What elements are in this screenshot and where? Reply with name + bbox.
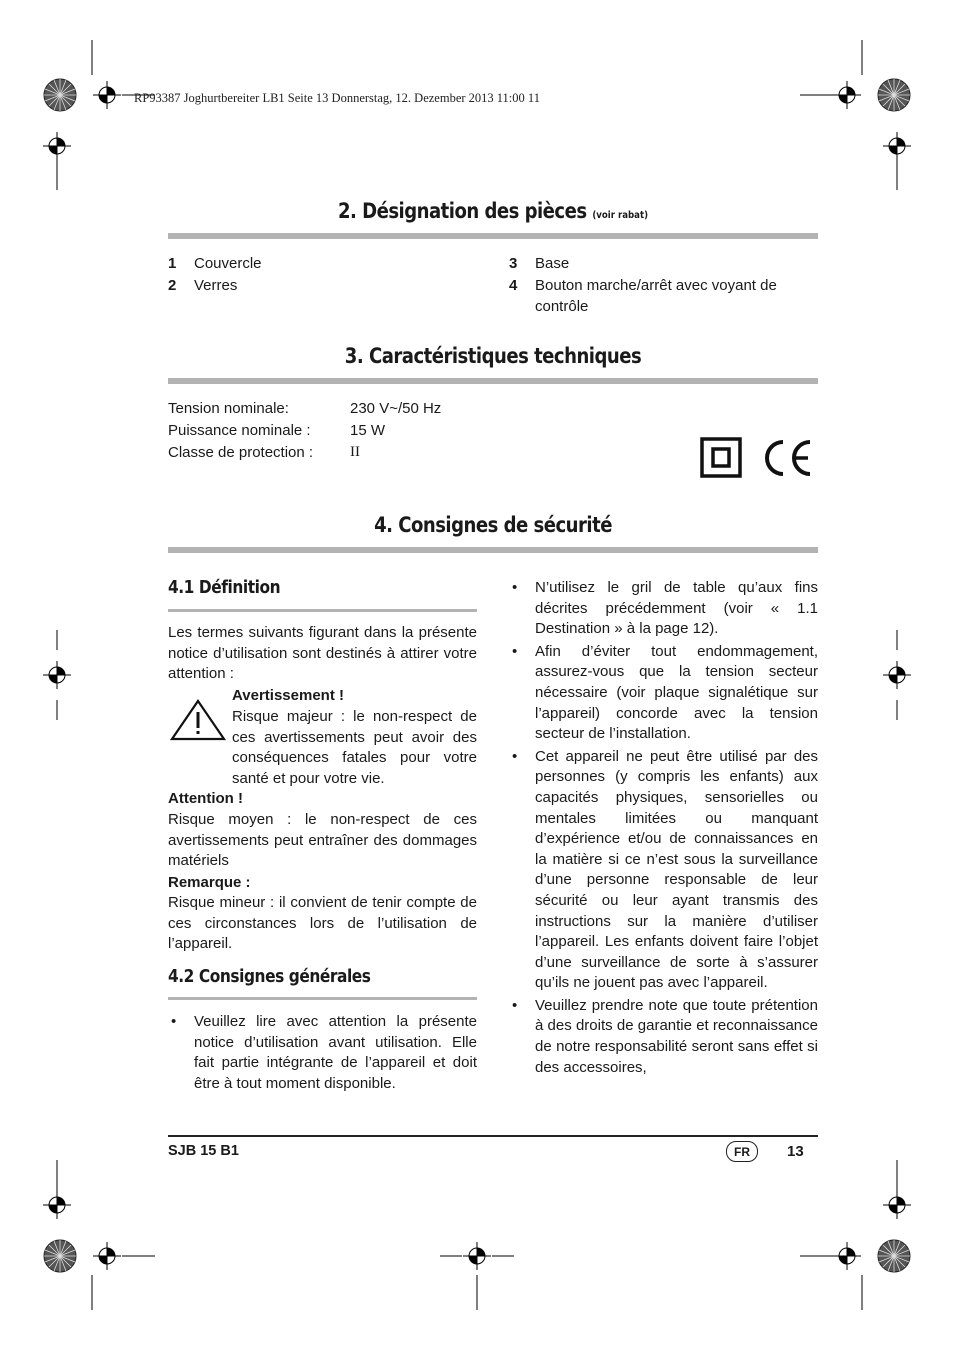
right-bullets [509,578,818,1080]
class-ii-icon [700,437,744,479]
section-2-rule [168,233,818,239]
spec-label-voltage: Tension nominale: [168,400,289,417]
part-2-num: 2 [168,277,177,294]
footer-model: SJB 15 B1 [168,1143,239,1159]
section-4-rule [168,547,818,553]
page-number: 13 [787,1143,804,1160]
section-2-note: (voir rabat) [592,210,649,221]
subsection-4-2-rule [168,997,477,1000]
part-4-label: Bouton marche/arrêt avec voyant de [535,277,777,294]
section-4-title: 4. Consignes de sécurité [374,513,612,537]
part-4-num: 4 [509,277,518,294]
warning-title: Avertissement ! [232,687,344,704]
part-3-label: Base [535,255,570,272]
part-4-label-cont: contrôle [535,298,589,315]
list-item: • Cet appareil ne peut être utilisé par des personnes (y compris les enfants) aux capacités physiques, sensorielles ou mentales limitées ou manquant d’expérience et/ou de connaissances en la matière si ce n’est sous la surveillance d’une personne responsable de leur sécurité ou leur ayant transmis des instructions sur la manière d’utiliser l’appareil. Les enfants doivent faire l’objet d’une surveillance de sorte à s’assurer qu’ils ne jouent pas avec l’appareil. [509,747,818,994]
list-item: • Afin d’éviter tout endommagement, assurez-vous que la tension secteur nécessaire (voir plaque signalétique sur l’appareil) concorde avec la tension secteur de l’installation. [509,642,818,745]
remark-text: Risque mineur : il convient de tenir compte de ces circonstances lors de l’utilisation de l’appareil. [168,894,477,953]
spec-value-class: II [350,444,360,460]
warning-text: Risque majeur : le non-respect de ces avertissements peut avoir des conséquences fatales pour votre santé et pour votre vie. [232,708,477,787]
subsection-4-1-rule [168,609,477,612]
ce-mark-icon [762,437,814,479]
spec-label-class: Classe de protection : [168,444,314,461]
section-2-title-text: 2. Désignation des pièces [337,199,587,223]
general-bullets [168,1012,477,1096]
spec-value-power: 15 W [350,422,386,439]
attention-title: Attention ! [168,790,243,807]
spec-label-power: Puissance nominale : [168,422,311,439]
list-item: • Veuillez prendre note que toute prétention à des droits de garantie et reconnaissance de notre responsabilité seront sans effet si des accessoires, [509,996,818,1078]
part-1-label: Couvercle [194,255,262,272]
section-2-title [214,199,773,223]
language-badge: FR [726,1141,758,1162]
section-3-title: 3. Caractéristiques techniques [344,344,642,368]
definition-intro: Les termes suivants figurant dans la présente notice d’utilisation sont destinés à attirer votre attention : [168,624,477,683]
print-header: RP93387 Joghurtbereiter LB1 Seite 13 Donnerstag, 12. Dezember 2013 11:00 11 [134,91,540,105]
list-item: • Veuillez lire avec attention la présente notice d’utilisation avant utilisation. Elle fait partie intégrante de l’appareil et doit être à tout moment disponible. [168,1012,477,1094]
subsection-4-2-title: 4.2 Consignes générales [168,967,371,987]
section-3-rule [168,378,818,384]
list-item: • N’utilisez le gril de table qu’aux fins décrites précédemment (voir « 1.1 Destination » à la page 12). [509,578,818,640]
remark-title: Remarque : [168,874,251,891]
footer-rule [168,1135,818,1137]
attention-text: Risque moyen : le non-respect de ces avertissements peut entraîner des dommages matériels [168,811,477,870]
part-1-num: 1 [168,255,177,272]
warning-triangle-icon [169,698,227,742]
part-3-num: 3 [509,255,518,272]
part-2-label: Verres [194,277,238,294]
subsection-4-1-title: 4.1 Définition [168,578,281,598]
spec-value-voltage: 230 V~/50 Hz [350,400,442,417]
